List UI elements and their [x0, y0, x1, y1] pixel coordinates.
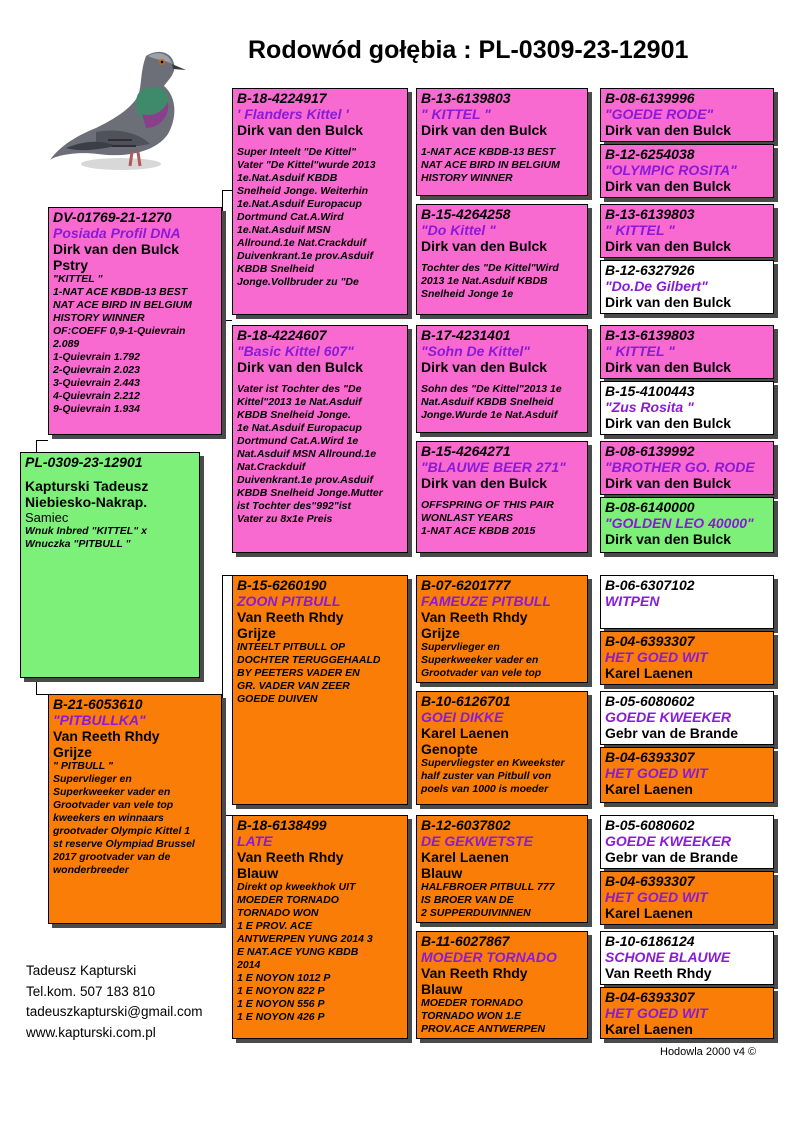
pedigree-note: Tochter des "De Kittel"Wird 2013 1e Nat.Asduif KBDB Snelheid Jonge 1e — [421, 262, 559, 300]
color-label: Blauw — [421, 981, 463, 997]
ring-number: PL-0309-23-12901 — [25, 454, 143, 470]
ancestor-card — [600, 631, 774, 685]
owner-name: Van Reeth Rhdy — [421, 965, 528, 981]
ancestor-card — [600, 691, 774, 745]
ring-number: B-13-6139803 — [605, 206, 695, 222]
ancestor-card — [600, 931, 774, 985]
mother-card — [48, 694, 222, 924]
owner-name: Dirk van den Bulck — [53, 241, 180, 257]
pigeon-name: DE GEKWETSTE — [421, 833, 534, 849]
contact-info — [26, 961, 203, 1043]
ring-number: B-10-6126701 — [421, 693, 511, 709]
owner-name: Dirk van den Bulck — [605, 531, 732, 547]
pigeon-name: " KITTEL " — [605, 222, 675, 238]
pedigree-note: Vater ist Tochter des "De Kittel"2013 1e Nat.Asduif KBDB Snelheid Jonge. 1e Nat.Asduif Europacup Dortmund Cat.A.Wird 1e Nat.Asduif MSN Allround.1e Nat.Crackduif Duivenkrant.1e prov.Asduif KBDB Snelheid Jonge.Mutter ist Tochter des"992"ist Vater zu 8x1e Preis — [237, 383, 383, 525]
owner-name: Karel Laenen — [605, 1021, 693, 1037]
ring-number: B-15-4100443 — [605, 383, 695, 399]
pigeon-name: "BLAUWE BEER 271" — [421, 459, 566, 475]
owner-name: Van Reeth Rhdy — [237, 609, 344, 625]
pigeon-name: "Do Kittel " — [421, 222, 496, 238]
owner-name: Dirk van den Bulck — [237, 122, 364, 138]
father-card — [48, 207, 222, 435]
connector-line — [36, 440, 37, 452]
ring-number: B-13-6139803 — [421, 90, 511, 106]
owner-name: Dirk van den Bulck — [605, 359, 732, 375]
pedigree-note: Sohn des "De Kittel"2013 1e Nat.Asduif KBDB Snelheid Jonge.Wurde 1e Nat.Asduif — [421, 383, 562, 421]
grandparent-card — [232, 575, 408, 805]
connector-line — [36, 440, 48, 441]
owner-name: Van Reeth Rhdy — [237, 849, 344, 865]
pigeon-name: "Do.De Gilbert" — [605, 278, 708, 294]
ancestor-card — [600, 144, 774, 198]
ring-number: DV-01769-21-1270 — [53, 209, 172, 225]
owner-name: Dirk van den Bulck — [421, 359, 548, 375]
owner-name: Dirk van den Bulck — [605, 238, 732, 254]
owner-name: Dirk van den Bulck — [605, 415, 732, 431]
color-label: Blauw — [421, 865, 463, 881]
color-label: Niebiesko-Nakrap. — [25, 494, 148, 510]
connector-line — [36, 678, 37, 694]
pigeon-name: "Sohn De Kittel" — [421, 343, 530, 359]
ancestor-card — [600, 987, 774, 1039]
pigeon-name: "Zus Rosita " — [605, 399, 694, 415]
great-grandparent-card — [416, 815, 588, 923]
owner-name: Dirk van den Bulck — [421, 238, 548, 254]
ring-number: B-13-6139803 — [605, 327, 695, 343]
ring-number: B-10-6186124 — [605, 933, 695, 949]
ring-number: B-15-4264271 — [421, 443, 511, 459]
owner-name: Karel Laenen — [605, 665, 693, 681]
ancestor-card — [600, 88, 774, 142]
ancestor-card — [600, 441, 774, 495]
owner-name: Dirk van den Bulck — [421, 475, 548, 491]
pigeon-name: ZOON PITBULL — [237, 593, 341, 609]
color-label: Blauw — [237, 865, 279, 881]
ancestor-card — [600, 381, 774, 435]
ancestor-card — [600, 260, 774, 314]
website-link[interactable]: www.kapturski.com.pl — [26, 1024, 156, 1040]
owner-name: Dirk van den Bulck — [421, 122, 548, 138]
ring-number: B-05-6080602 — [605, 817, 695, 833]
connector-line — [222, 575, 223, 815]
pigeon-name: "OLYMPIC ROSITA" — [605, 162, 737, 178]
pedigree-note: Super Inteelt "De Kittel" Vater "De Kittel"wurde 2013 1e.Nat.Asduif KBDB Snelheid Jonge. Weiterhin 1e.Nat.Asduif Europacup Dortmund Cat.A.Wird 1e.Nat.Asduif MSN Allround.1e Nat.Crackduif Duivenkrant.1e prov.Asduif KBDB Snelheid Jonge.Vollbruder zu "De — [237, 146, 376, 288]
breeder-name: Kapturski Tadeusz — [25, 478, 149, 494]
pedigree-note: OFFSPRING OF THIS PAIR WONLAST YEARS 1-NAT ACE KBDB 2015 — [421, 499, 554, 537]
pigeon-name: GOEI DIKKE — [421, 709, 504, 725]
pigeon-name: GOEDE KWEEKER — [605, 833, 732, 849]
ring-number: B-08-6140000 — [605, 499, 695, 515]
ancestor-card — [600, 575, 774, 629]
ring-number: B-11-6027867 — [421, 933, 510, 949]
page-title: Rodowód gołębia : PL-0309-23-12901 — [248, 36, 689, 64]
owner-name: Dirk van den Bulck — [237, 359, 364, 375]
pigeon-name: "GOEDE RODE" — [605, 106, 714, 122]
connector-line — [222, 815, 232, 816]
software-brand: Hodowla 2000 v4 © — [660, 1046, 757, 1058]
ring-number: B-18-4224917 — [237, 90, 327, 106]
ancestor-card — [600, 871, 774, 925]
ring-number: B-08-6139992 — [605, 443, 695, 459]
ancestor-card — [600, 747, 774, 803]
ring-number: B-17-4231401 — [421, 327, 511, 343]
ring-number: B-21-6053610 — [53, 696, 143, 712]
pedigree-note: Supervliegster en Kweekster half zuster van Pitbull von poels van 1000 is moeder — [421, 757, 565, 795]
owner-name: Van Reeth Rhdy — [421, 609, 528, 625]
pedigree-note: MOEDER TORNADO TORNADO WON 1.E PROV.ACE ANTWERPEN — [421, 997, 546, 1035]
ring-number: B-06-6307102 — [605, 577, 695, 593]
ancestor-card — [600, 497, 774, 553]
pedigree-note: "KITTEL " 1-NAT ACE KBDB-13 BEST NAT ACE BIRD IN BELGIUM HISTORY WINNER OF:COEFF 0,9-1-Quievrain 2.089 1-Quievrain 1.792 2-Quievrain 2.023 3-Quievrain 2.443 4-Quievrain 2.212 9-Quievrain 1.934 — [53, 273, 192, 415]
pigeon-name: "BROTHER GO. RODE — [605, 459, 755, 475]
phone-number: Tel.kom. 507 183 810 — [26, 983, 156, 999]
grandparent-card — [232, 815, 408, 1039]
pedigree-note: Direkt op kweekhok UIT MOEDER TORNADO TORNADO WON 1 E PROV. ACE ANTWERPEN YUNG 2014 3 E NAT.ACE YUNG KBDB 2014 1 E NOYON 1012 P 1 E NOYON 822 P 1 E NOYON 556 P 1 E NOYON 426 P — [237, 881, 373, 1023]
pedigree-note: Supervlieger en Superkweeker vader en Grootvader van vele top — [421, 641, 542, 679]
color-label: Grijze — [421, 625, 460, 641]
pigeon-name: WITPEN — [605, 593, 660, 609]
ancestor-card — [600, 325, 774, 379]
pedigree-note: Wnuk Inbred "KITTEL" x Wnuczka "PITBULL " — [25, 525, 147, 550]
email-address[interactable]: tadeuszkapturski@gmail.com — [26, 1004, 203, 1019]
pigeon-name: HET GOED WIT — [605, 1005, 708, 1021]
owner-name: Karel Laenen — [605, 781, 693, 797]
pigeon-name: Posiada Profil DNA — [53, 225, 181, 241]
pigeon-name: "GOLDEN LEO 40000" — [605, 515, 754, 531]
pigeon-image — [46, 36, 196, 181]
ring-number: B-04-6393307 — [605, 989, 695, 1005]
great-grandparent-card — [416, 931, 588, 1039]
owner-name: Van Reeth Rhdy — [605, 965, 712, 981]
connector-line — [222, 575, 232, 576]
great-grandparent-card — [416, 575, 588, 683]
ring-number: B-15-6260190 — [237, 577, 327, 593]
ring-number: B-12-6037802 — [421, 817, 511, 833]
owner-name: Dirk van den Bulck — [605, 178, 732, 194]
pigeon-name: " KITTEL " — [421, 106, 491, 122]
owner-name: Karel Laenen — [605, 905, 693, 921]
owner-name: Dirk van den Bulck — [605, 294, 732, 310]
pedigree-note: " PITBULL " Supervlieger en Superkweeker vader en Grootvader van vele top kweekers en winnaars grootvader Olympic Kittel 1 st reserve Olympiad Brussel 2017 grootvader van de wonderbreeder — [53, 760, 195, 876]
pigeon-name: HET GOED WIT — [605, 889, 708, 905]
pigeon-name: "PITBULLKA" — [53, 712, 146, 728]
connector-line — [222, 320, 232, 321]
ring-number: B-15-4264258 — [421, 206, 511, 222]
great-grandparent-card — [416, 441, 588, 553]
ring-number: B-08-6139996 — [605, 90, 695, 106]
great-grandparent-card — [416, 204, 588, 315]
connector-line — [222, 190, 223, 320]
color-label: Pstry — [53, 257, 89, 273]
ring-number: B-18-6138499 — [237, 817, 327, 833]
great-grandparent-card — [416, 325, 588, 433]
great-grandparent-card — [416, 88, 588, 196]
owner-name: Karel Laenen — [421, 725, 509, 741]
pigeon-name: SCHONE BLAUWE — [605, 949, 731, 965]
sex-label: Samiec — [25, 510, 69, 525]
grandparent-card — [232, 325, 408, 553]
pigeon-name: LATE — [237, 833, 273, 849]
ancestor-card — [600, 204, 774, 258]
owner-name: Gebr van de Brande — [605, 849, 739, 865]
pigeon-name: HET GOED WIT — [605, 649, 708, 665]
pigeon-name: " KITTEL " — [605, 343, 675, 359]
owner-name: Tadeusz Kapturski — [26, 963, 137, 978]
pedigree-note: 1-NAT ACE KBDB-13 BEST NAT ACE BIRD IN BELGIUM HISTORY WINNER — [421, 146, 560, 184]
connector-line — [222, 190, 232, 191]
pigeon-name: HET GOED WIT — [605, 765, 708, 781]
ring-number: B-18-4224607 — [237, 327, 327, 343]
pigeon-name: MOEDER TORNADO — [421, 949, 557, 965]
pedigree-note: INTEELT PITBULL OP DOCHTER TERUGGEHAALD BY PEETERS VADER EN GR. VADER VAN ZEER GOEDE DUIVEN — [237, 641, 381, 705]
pigeon-name: ' Flanders Kittel ' — [237, 106, 349, 122]
color-label: Grijze — [53, 744, 92, 760]
pigeon-name: "Basic Kittel 607" — [237, 343, 354, 359]
subject-pigeon-card — [20, 452, 200, 678]
ring-number: B-04-6393307 — [605, 749, 695, 765]
color-label: Grijze — [237, 625, 276, 641]
ring-number: B-07-6201777 — [421, 577, 511, 593]
ancestor-card — [600, 815, 774, 869]
pedigree-note: HALFBROER PITBULL 777 IS BROER VAN DE 2 SUPPERDUIVINNEN — [421, 881, 555, 919]
color-label: Genopte — [421, 741, 478, 757]
great-grandparent-card — [416, 691, 588, 805]
owner-name: Dirk van den Bulck — [605, 122, 732, 138]
owner-name: Van Reeth Rhdy — [53, 728, 160, 744]
owner-name: Karel Laenen — [421, 849, 509, 865]
connector-line — [36, 694, 48, 695]
pigeon-name: GOEDE KWEEKER — [605, 709, 732, 725]
pigeon-name: FAMEUZE PITBULL — [421, 593, 551, 609]
ring-number: B-04-6393307 — [605, 873, 695, 889]
owner-name: Gebr van de Brande — [605, 725, 739, 741]
ring-number: B-05-6080602 — [605, 693, 695, 709]
grandparent-card — [232, 88, 408, 315]
ring-number: B-04-6393307 — [605, 633, 695, 649]
ring-number: B-12-6254038 — [605, 146, 695, 162]
ring-number: B-12-6327926 — [605, 262, 695, 278]
owner-name: Dirk van den Bulck — [605, 475, 732, 491]
